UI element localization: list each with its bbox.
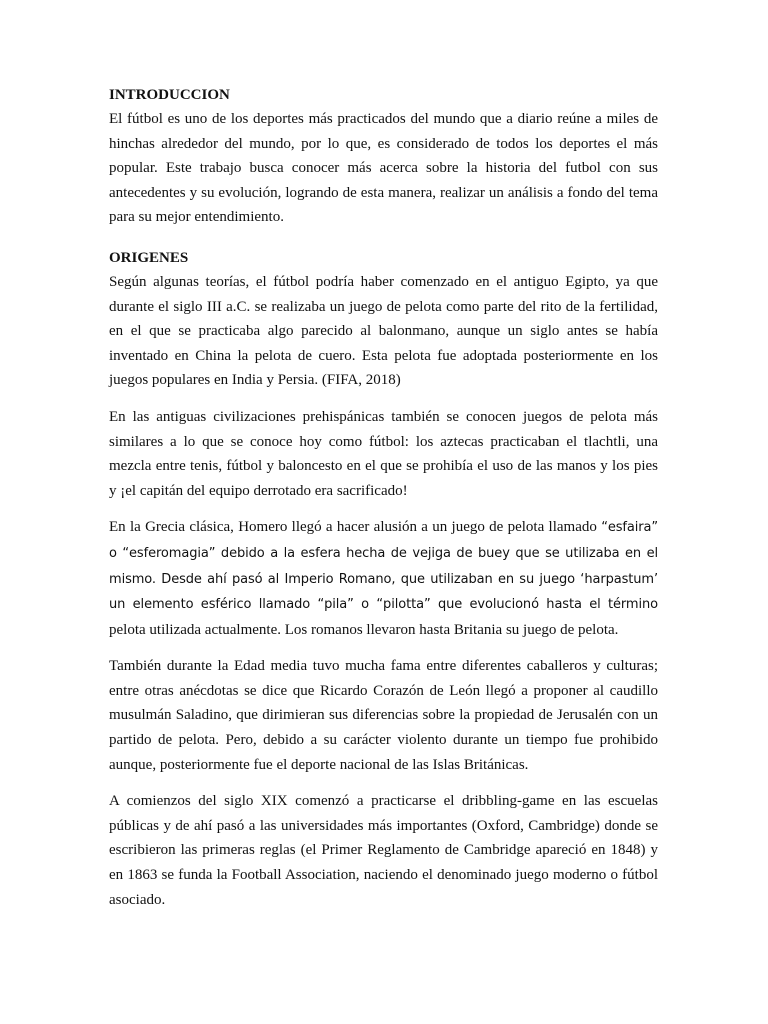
greece-text-start: En la Grecia clásica, Homero llegó a hacer alusión a un juego de pelota llamado bbox=[109, 519, 602, 536]
greece-text-middle: “esfaira” o “esferomagia” debido a la esfera hecha de vejiga de buey que se utilizaba en el mismo. Desde ahí pasó al Imperio Romano, que utilizaban en su juego ‘harpastum’ un elemento esférico llamado “pila” o “pilotta” que evolucionó hasta el término bbox=[109, 520, 658, 613]
origins-paragraph-prehispanic: En las antiguas civilizaciones prehispánicas también se conocen juegos de pelota más similares a lo que se conoce hoy como fútbol: los aztecas practicaban el tlachtli, una mezcla entre tenis, fútbol y baloncesto en el que se prohibía el uso de las manos y los pies y ¡el capitán del equipo derrotado era sacrificado! bbox=[109, 408, 658, 499]
origins-paragraph-egypt: Según algunas teorías, el fútbol podría haber comenzado en el antiguo Egipto, ya que durante el siglo III a.C. se realizaba un juego de pelota como parte del rito de la fertilidad, en el que se practicaba algo parecido al balonmano, aunque un siglo antes se había inventado en China la pelota de cuero. Esta pelota fue adoptada posteriormente en los juegos populares en India y Persia. (FIFA, 2018) bbox=[109, 273, 658, 389]
intro-paragraph: El fútbol es uno de los deportes más practicados del mundo que a diario reúne a miles de hinchas alrededor del mundo, por lo que, es considerado de todos los deportes el más popular. Este trabajo busca conocer más acerca sobre la historia del futbol con sus antecedentes y su evolución, logrando de esta manera, realizar un análisis a fondo del tema para su mejor entendimiento. bbox=[109, 111, 658, 226]
origins-heading: ORIGENES bbox=[109, 249, 189, 266]
intro-heading: INTRODUCCION bbox=[109, 87, 230, 103]
origins-paragraph-modern: A comienzos del siglo XIX comenzó a practicarse el dribbling-game en las escuelas públicas y de ahí pasó a las universidades más importantes (Oxford, Cambridge) donde se escribieron las primeras reglas (el Primer Reglamento de Cambridge apareció en 1848) y en 1863 se funda la Football Association, naciendo el denominado juego moderno o fútbol asociado. bbox=[109, 793, 658, 908]
origins-paragraph-greece bbox=[109, 515, 658, 642]
origins-paragraph-middle-ages: También durante la Edad media tuvo mucha fama entre diferentes caballeros y culturas; entre otras anécdotas se dice que Ricardo Corazón de León llegó a proponer al caudillo musulmán Saladino, que dirimieran sus diferencias sobre la propiedad de Jerusalén con un partido de pelota. Pero, debido a su carácter violento durante un tiempo fue prohibido aunque, posteriormente fue el deporte nacional de las Islas Británicas. bbox=[109, 658, 658, 773]
greece-text-end: pelota utilizada actualmente. Los romanos llevaron hasta Britania su juego de pelota. bbox=[109, 621, 619, 638]
document-page bbox=[109, 83, 658, 924]
